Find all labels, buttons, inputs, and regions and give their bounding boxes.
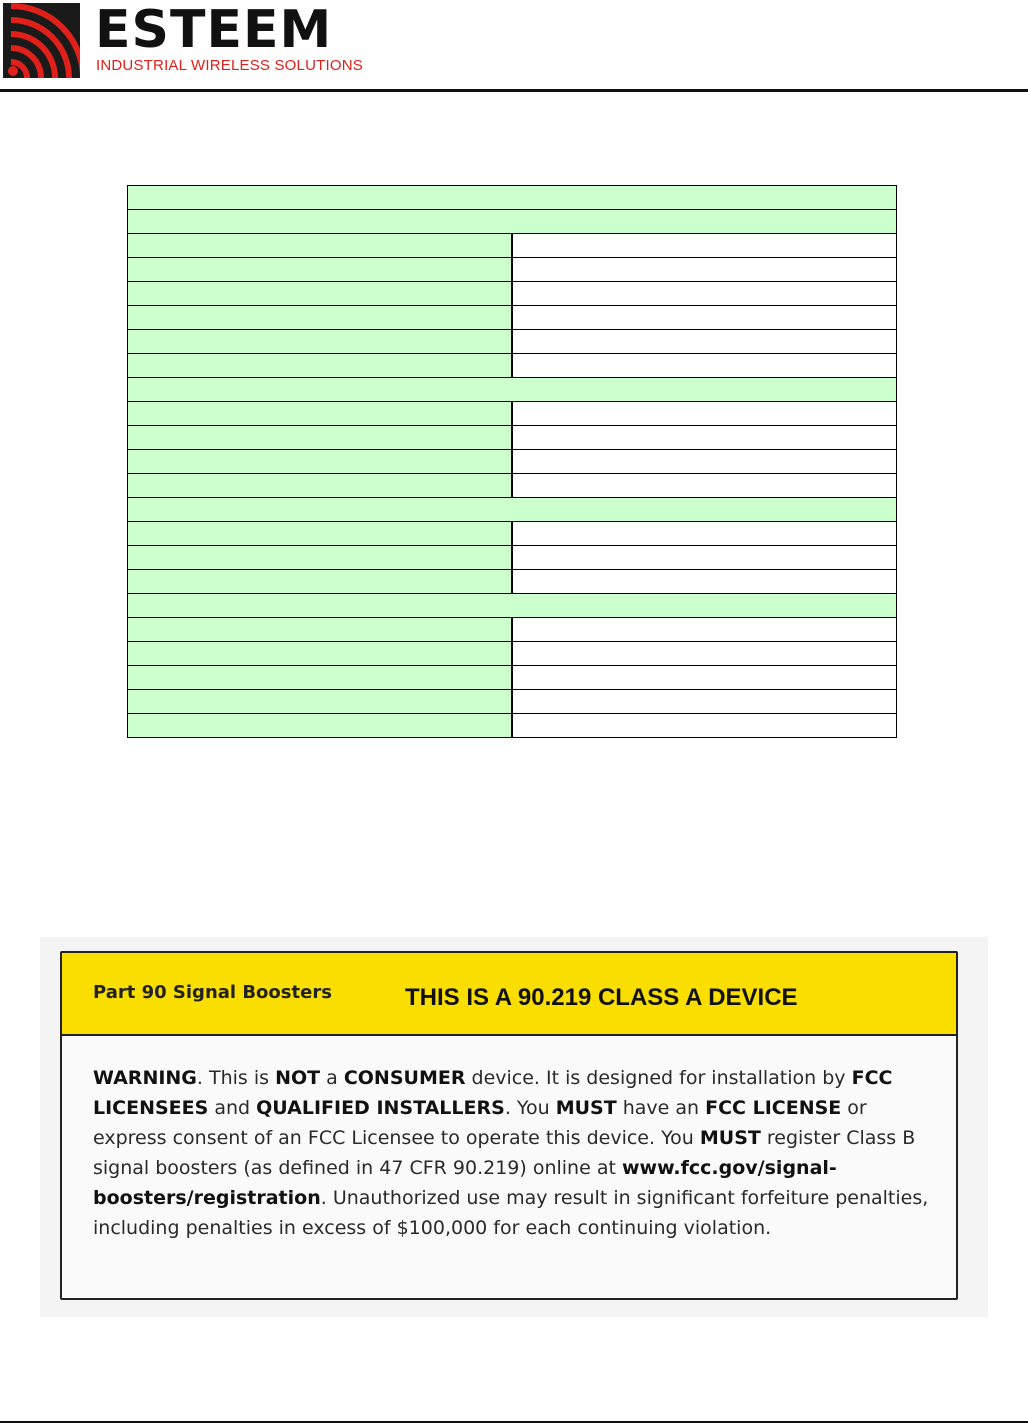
value-cell [512,306,897,330]
brand-tagline: INDUSTRIAL WIRELESS SOLUTIONS [96,57,363,74]
label-cell [128,402,513,426]
fcc-part-label: Part 90 Signal Boosters [93,982,332,1003]
label-cell [128,450,513,474]
table-section-row [128,210,897,234]
table-row [128,258,897,282]
specification-table [127,185,897,738]
value-cell [512,690,897,714]
value-cell [512,282,897,306]
fcc-warning-text: WARNING. This is NOT a CONSUMER device. It is designed for installation by FCC LICENSEES and QUALIFIED INSTALLERS. You MUST have an FCC LICENSE or express consent of an FCC Licensee to operate this device. You MUST register Class B signal boosters (as defined in 47 CFR 90.219) online at www.fcc.gov/signal-boosters/registration. Unauthorized use may result in significant forfeiture penalties, including penalties in excess of $100,000 for each continuing violation. [93,1067,929,1239]
table-row [128,642,897,666]
section-header-cell [128,594,897,618]
table-row [128,330,897,354]
table-section-row [128,498,897,522]
value-cell [512,666,897,690]
value-cell [512,234,897,258]
table-row [128,522,897,546]
value-cell [512,450,897,474]
table-row [128,474,897,498]
table-row [128,546,897,570]
value-cell [512,642,897,666]
table-row [128,570,897,594]
section-header-cell [128,378,897,402]
value-cell [512,714,897,738]
fcc-registration-url: www.fcc.gov/signal-boosters/registration [93,1157,837,1209]
brand-name: ESTEEM [95,0,333,60]
label-cell [128,546,513,570]
section-header-cell [128,210,897,234]
value-cell [512,618,897,642]
table-row [128,306,897,330]
table-row [128,402,897,426]
label-cell [128,282,513,306]
label-cell [128,258,513,282]
label-cell [128,666,513,690]
label-cell [128,474,513,498]
label-cell [128,426,513,450]
label-cell [128,714,513,738]
label-cell [128,618,513,642]
table-row [128,282,897,306]
label-cell [128,234,513,258]
table-row [128,714,897,738]
table-section-row [128,594,897,618]
label-cell [128,642,513,666]
table-row [128,690,897,714]
value-cell [512,570,897,594]
section-header-cell [128,498,897,522]
label-cell [128,690,513,714]
table-row [128,666,897,690]
label-cell [128,522,513,546]
table-row [128,450,897,474]
table-row [128,426,897,450]
table-row [128,354,897,378]
table-row [128,234,897,258]
section-header-cell [128,186,897,210]
value-cell [512,354,897,378]
fcc-class-label: THIS IS A 90.219 CLASS A DEVICE [405,984,798,1011]
label-cell [128,330,513,354]
fcc-warning-word: WARNING [93,1067,197,1089]
table-section-row [128,186,897,210]
value-cell [512,258,897,282]
header-divider [0,89,1028,92]
value-cell [512,330,897,354]
label-cell [128,570,513,594]
value-cell [512,426,897,450]
fcc-notice-header [62,953,956,1036]
table-row [128,618,897,642]
value-cell [512,522,897,546]
table-section-row [128,378,897,402]
value-cell [512,546,897,570]
esteem-logo-icon [3,3,80,78]
label-cell [128,354,513,378]
value-cell [512,474,897,498]
label-cell [128,306,513,330]
value-cell [512,402,897,426]
